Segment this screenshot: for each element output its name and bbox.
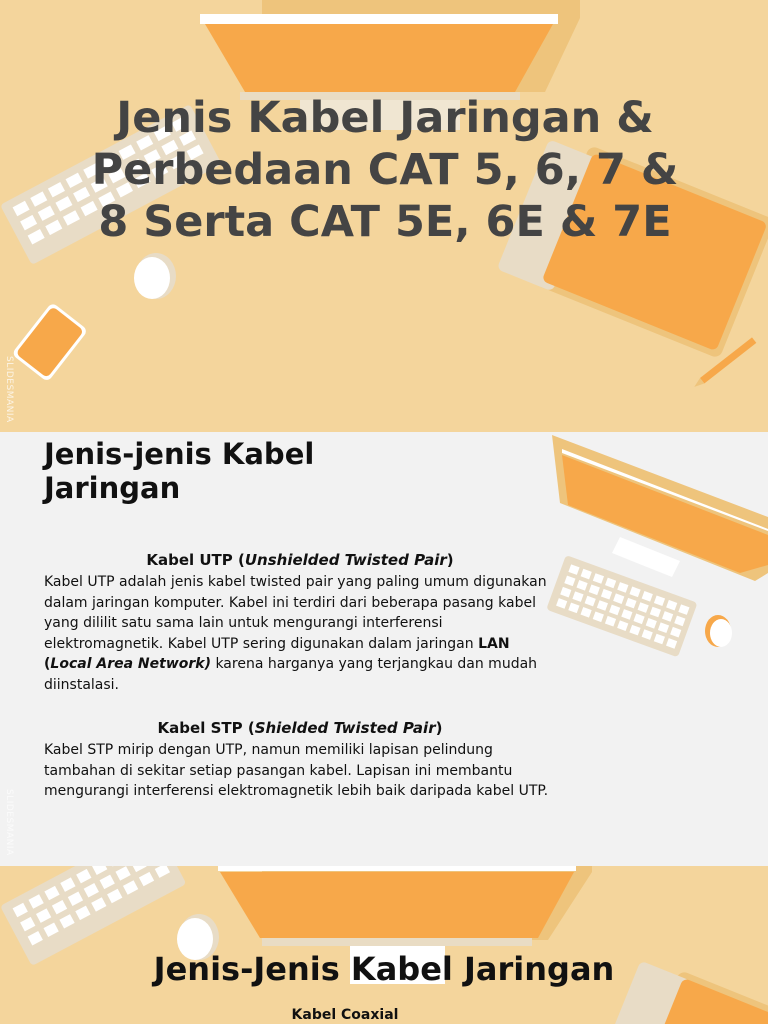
watermark-text: SLIDESMANIA	[4, 789, 14, 856]
section-heading: Jenis-jenis Kabel Jaringan	[44, 437, 315, 505]
coaxial-subheading: Kabel Coaxial	[291, 1007, 399, 1023]
watermark-text: SLIDESMANIA	[4, 356, 14, 423]
stp-subheading: Kabel STP (Shielded Twisted Pair)	[157, 719, 443, 737]
phone-icon	[11, 302, 88, 382]
utp-description: Kabel UTP adalah jenis kabel twisted pair yang paling umum digunakan dalam jaringan komputer. Kabel ini terdiri dari beberapa pasang kabel yang dililit satu sama lain untuk mengurangi interferensi elektromagnetik. Kabel UTP sering digunakan dalam jaringan LAN (Local Area Network) karena harganya yang terjangkau dan mudah diinstalasi.	[44, 574, 547, 693]
slide-title: Jenis-Jenis Kabel Jaringan	[153, 950, 615, 988]
mouse-icon	[705, 615, 732, 647]
stp-description: Kabel STP mirip dengan UTP, namun memiliki lapisan pelindung tambahan di sekitar setiap pasangan kabel. Lapisan ini membantu mengurangi interferensi elektromagnetik lebih baik daripada kabel UTP.	[44, 742, 549, 800]
mouse-icon	[134, 253, 176, 299]
desk-illustration	[0, 866, 768, 1024]
content-slide	[0, 433, 768, 865]
presentation-title: Jenis Kabel Jaringan & Perbedaan CAT 5, 6, 7 & 8 Serta CAT 5E, 6E & 7E	[91, 93, 679, 247]
monitor-icon	[552, 435, 768, 581]
third-slide	[0, 866, 768, 1024]
title-slide	[0, 0, 768, 432]
utp-subheading: Kabel UTP (Unshielded Twisted Pair)	[146, 551, 454, 569]
